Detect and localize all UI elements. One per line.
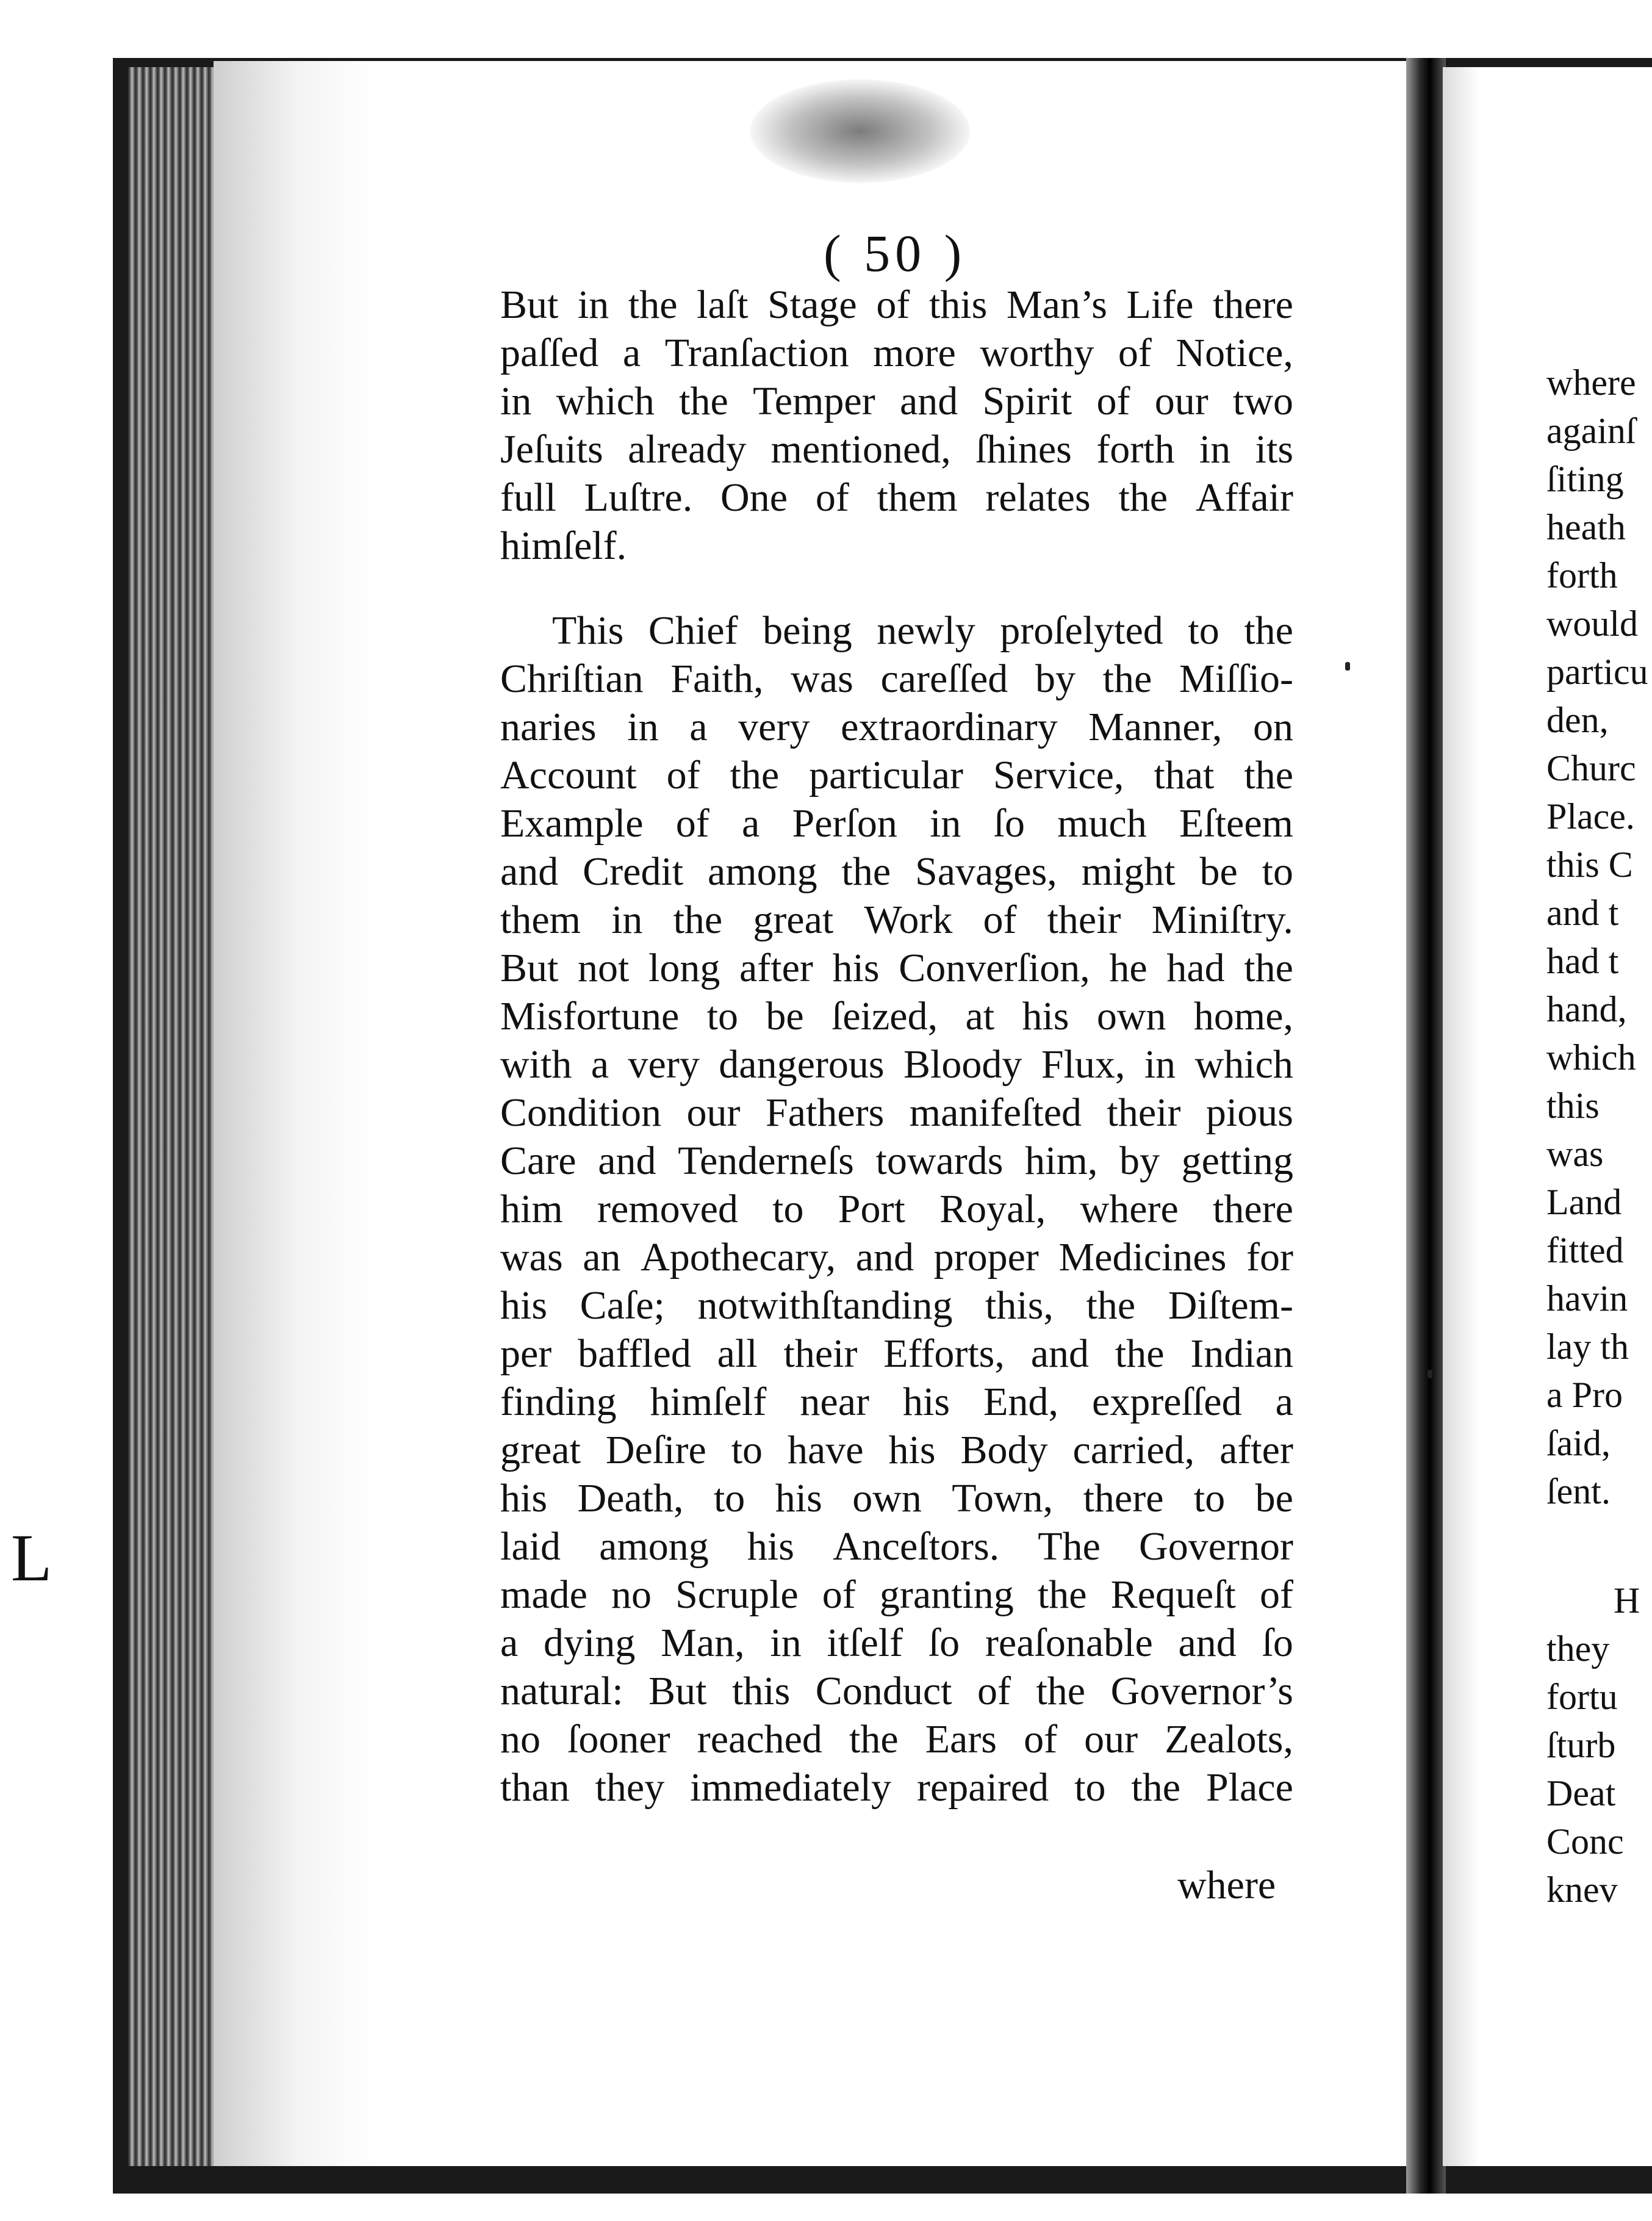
fragment-line: lay th [1546, 1326, 1629, 1367]
stray-mark: L [11, 1521, 52, 1595]
fragment-line: ſturb [1546, 1725, 1616, 1765]
fragment-line: forth [1546, 555, 1618, 596]
text-line: Chriſtian Faith, was careſſed by the Miſſio- [500, 657, 1293, 701]
text-line: him removed to Port Royal, where there [500, 1187, 1293, 1231]
text-line: was an Apothecary, and proper Medicines for [500, 1235, 1293, 1280]
text-line: Example of a Perſon in ſo much Eſteem [500, 801, 1293, 846]
text-line: natural: But this Conduct of the Governor’s [500, 1669, 1293, 1713]
text-line: This Chief being newly proſelyted to the [552, 608, 1293, 653]
book-gutter [1406, 58, 1446, 2194]
ink-speck [1345, 662, 1350, 671]
fragment-line: ſent. [1546, 1471, 1611, 1511]
text-line: But in the laſt Stage of this Man’s Life there [500, 283, 1293, 327]
fragment-line: had t [1546, 941, 1619, 981]
fragment-line: knev [1546, 1870, 1618, 1910]
text-line: Jeſuits already mentioned, ſhines forth in its [500, 427, 1293, 472]
text-line: But not long after his Converſion, he had the [500, 946, 1293, 990]
fragment-line: a Pro [1546, 1375, 1623, 1415]
catchword: where [1177, 1863, 1276, 1907]
text-line: made no Scruple of granting the Requeſt of [500, 1572, 1293, 1617]
ink-smudge [750, 79, 970, 183]
fragment-line: den, [1546, 700, 1609, 740]
text-line: no ſooner reached the Ears of our Zealots, [500, 1717, 1293, 1762]
text-line: finding himſelf near his End, expreſſed a [500, 1380, 1293, 1424]
text-line: them in the great Work of their Miniſtry. [500, 898, 1293, 942]
fragment-line: where [1546, 362, 1636, 403]
text-line: paſſed a Tranſaction more worthy of Notice, [500, 331, 1293, 375]
fragment-line: fitted [1546, 1230, 1624, 1270]
fragment-line: H [1614, 1580, 1640, 1621]
fragment-line: Place. [1546, 796, 1635, 837]
main-text [500, 281, 1293, 1812]
text-line: Condition our Fathers manifeſted their pious [500, 1090, 1293, 1135]
fragment-line: this C [1546, 844, 1633, 885]
fragment-line: Land [1546, 1182, 1622, 1222]
fragment-line: would [1546, 603, 1638, 644]
fragment-line: fortu [1546, 1677, 1618, 1717]
page-number: ( 50 ) [824, 224, 967, 283]
ink-speck [1428, 1370, 1432, 1378]
fragment-line: hand, [1546, 989, 1627, 1029]
text-line: his Death, to his own Town, there to be [500, 1476, 1293, 1521]
text-line: great Deſire to have his Body carried, after [500, 1428, 1293, 1472]
text-line: per baffled all their Efforts, and the Indian [500, 1331, 1293, 1376]
fragment-line: Conc [1546, 1821, 1624, 1862]
text-line: himſelf. [500, 524, 627, 568]
fragment-line: which [1546, 1037, 1636, 1078]
text-line: than they immediately repaired to the Place [500, 1765, 1293, 1810]
fragment-line: particu [1546, 652, 1648, 692]
fragment-line: Churc [1546, 748, 1636, 788]
fragment-line: heath [1546, 507, 1626, 547]
fragment-line: they [1546, 1629, 1610, 1669]
fragment-line: this [1546, 1085, 1600, 1126]
fragment-line: ſiting [1546, 459, 1624, 499]
fragment-line: Deat [1546, 1773, 1616, 1813]
text-line: a dying Man, in itſelf ſo reaſonable and ſo [500, 1621, 1293, 1665]
fragment-line: and t [1546, 893, 1619, 933]
fragment-line: againſ [1546, 411, 1636, 451]
text-line: full Luſtre. One of them relates the Affair [500, 475, 1293, 520]
fragment-line: was [1546, 1134, 1604, 1174]
text-line: naries in a very extraordinary Manner, on [500, 705, 1293, 749]
text-line: his Caſe; notwithſtanding this, the Diſtem- [500, 1283, 1293, 1328]
fragment-line: ſaid, [1546, 1423, 1611, 1463]
text-line: Care and Tenderneſs towards him, by getting [500, 1139, 1293, 1183]
text-line: in which the Temper and Spirit of our two [500, 379, 1293, 423]
text-line: Account of the particular Service, that the [500, 753, 1293, 797]
text-line: laid among his Anceſtors. The Governor [500, 1524, 1293, 1569]
fragment-line: havin [1546, 1278, 1628, 1319]
text-line: with a very dangerous Bloody Flux, in which [500, 1042, 1293, 1087]
text-line: and Credit among the Savages, might be to [500, 849, 1293, 894]
right-page-text-fragments [1546, 359, 1652, 1914]
text-line: Misfortune to be ſeized, at his own home, [500, 994, 1293, 1039]
